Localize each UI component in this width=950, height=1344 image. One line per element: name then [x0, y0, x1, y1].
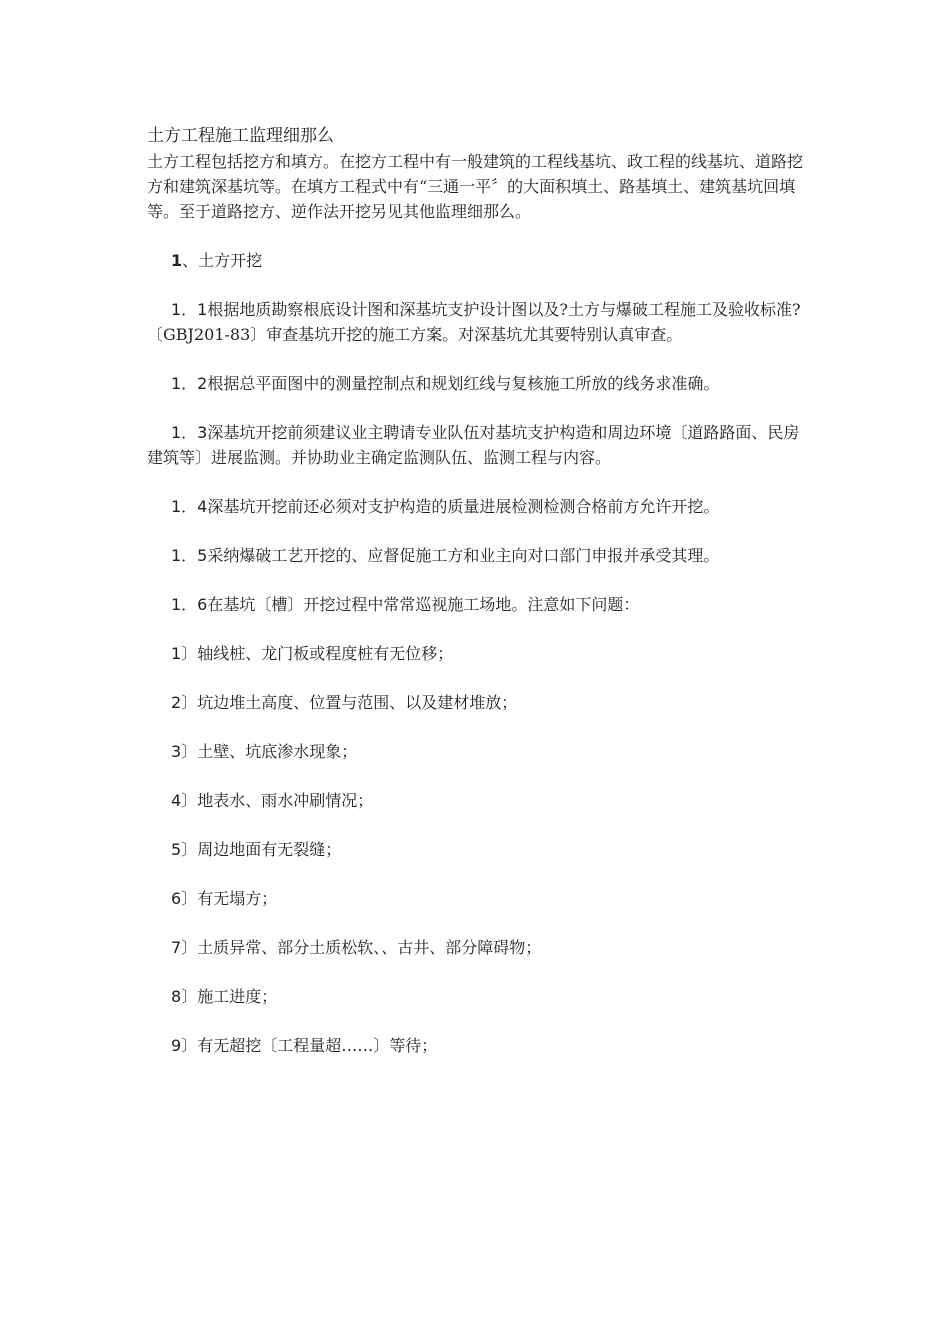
check-number: 8: [171, 987, 182, 1006]
clause-number: 1．2: [171, 374, 208, 393]
check-number: 3: [171, 742, 182, 761]
clause-text: 采纳爆破工艺开挖的、应督促施工方和业主向对口部门申报并承受其理。: [207, 546, 720, 565]
check-number: 1: [171, 644, 182, 663]
check-text: 〕土壁、坑底渗水现象；: [181, 742, 358, 761]
check-item: [147, 984, 807, 1009]
clause-text: 根据总平面图中的测量控制点和规划红线与复核施工所放的线务求准确。: [207, 374, 720, 393]
check-text: 〕坑边堆土高度、位置与范围、以及建材堆放；: [181, 693, 518, 712]
clause-number: 1．4: [171, 497, 208, 516]
check-text: 〕施工进度；: [181, 987, 278, 1006]
check-text: 〕有无超挖〔工程量超……〕等待；: [181, 1036, 438, 1055]
clause-text: 深基坑开挖前须建议业主聘请专业队伍对基坑支护构造和周边环境〔道路路面、民房建筑等〕进展监测。并协助业主确定监测队伍、监测工程与内容。: [147, 423, 800, 467]
intro-paragraph: 土方工程包括挖方和填方。在挖方工程中有一般建筑的工程线基坑、政工程的线基坑、道路挖方和建筑深基坑等。在填方工程式中有“三通一平〞的大面积填土、路基填土、建筑基坑回填等。至于道路挖方、逆作法开挖另见其他监理细那么。: [147, 152, 804, 221]
check-number: 2: [171, 693, 182, 712]
clause-number: 1．1: [171, 300, 208, 319]
check-number: 5: [171, 840, 182, 859]
check-number: 7: [171, 938, 182, 957]
document-title: 土方工程施工监理细那么: [147, 126, 334, 146]
clause-text: 深基坑开挖前还必须对支护构造的质量进展检测检测合格前方允许开挖。: [207, 497, 720, 516]
check-item: [147, 788, 807, 813]
clause-paragraph: [147, 420, 807, 470]
clause-paragraph: [147, 297, 807, 347]
check-item: [147, 641, 807, 666]
clause-number: 1．3: [171, 423, 208, 442]
clause-text: 根据地质勘察根底设计图和深基坑支护设计图以及?土方与爆破工程施工及验收标准?〔GBJ201-83〕审查基坑开挖的施工方案。对深基坑尤其要特别认真审查。: [147, 300, 801, 344]
check-number: 6: [171, 889, 182, 908]
check-number: 4: [171, 791, 182, 810]
clause-text: 在基坑〔槽〕开挖过程中常常巡视施工场地。注意如下问题：: [207, 595, 640, 614]
clause-paragraph: [147, 543, 807, 568]
document-page: [147, 123, 807, 1082]
check-number: 9: [171, 1036, 182, 1055]
section-number: 1: [171, 251, 183, 270]
check-item: [147, 837, 807, 862]
clause-paragraph: [147, 371, 807, 396]
clause-number: 1．6: [171, 595, 208, 614]
check-item: [147, 690, 807, 715]
check-text: 〕周边地面有无裂缝；: [181, 840, 342, 859]
section-heading: [147, 248, 807, 273]
check-item: [147, 935, 807, 960]
check-item: [147, 886, 807, 911]
check-text: 〕有无塌方；: [181, 889, 278, 908]
check-text: 〕土质异常、部分土质松软、、古井、部分障碍物；: [181, 938, 542, 957]
check-text: 〕地表水、雨水冲刷情况；: [181, 791, 374, 810]
clause-number: 1．5: [171, 546, 208, 565]
check-item: [147, 739, 807, 764]
clause-paragraph: [147, 494, 807, 519]
clause-paragraph: [147, 592, 807, 617]
check-text: 〕轴线桩、龙门板或程度桩有无位移；: [181, 644, 454, 663]
section-label: 、土方开挖: [182, 251, 263, 270]
check-item: [147, 1033, 807, 1058]
